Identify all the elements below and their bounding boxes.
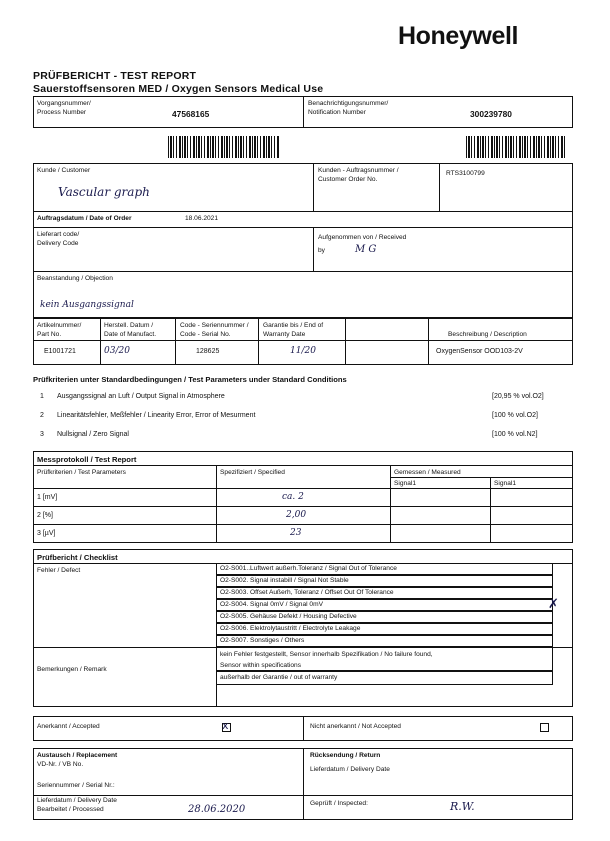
customer-order-value: RTS3100799 bbox=[446, 170, 485, 177]
received-label-en: by bbox=[318, 247, 325, 254]
row-2-param: 2 [%] bbox=[37, 512, 53, 519]
checklist-heading: Prüfbericht / Checklist bbox=[37, 553, 118, 562]
checklist-item-2[interactable]: O2-S003. Offset Außerh, Toleranz / Offset Out Of Tolerance bbox=[216, 587, 553, 599]
divider bbox=[33, 488, 573, 489]
vd-number-label: VD-Nr. / VB No. bbox=[37, 761, 84, 768]
criteria-3-value: [100 % vol.N2] bbox=[492, 431, 538, 438]
description-value: OxygenSensor OOD103-2V bbox=[436, 348, 523, 355]
remark-row-2: außerhalb der Garantie / out of warranty bbox=[216, 671, 553, 685]
remark-line-2: Sensor within specifications bbox=[220, 662, 301, 669]
manufacture-date-label-de: Herstell. Datum / bbox=[104, 322, 154, 329]
divider bbox=[439, 163, 440, 211]
part-no-value: E1001721 bbox=[44, 348, 76, 355]
divider bbox=[428, 318, 429, 365]
notification-number-label-de: Benachrichtigungsnummer/ bbox=[308, 100, 389, 107]
warranty-date-value: 11/20 bbox=[290, 346, 316, 356]
notification-number-label-en: Notification Number bbox=[308, 109, 366, 116]
divider bbox=[33, 506, 573, 507]
not-accepted-label: Nicht anerkannt / Not Accepted bbox=[310, 723, 401, 730]
customer-order-label-en: Customer Order No. bbox=[318, 176, 378, 183]
received-signature: M G bbox=[355, 244, 377, 255]
process-number-label-de: Vorgangsnummer/ bbox=[37, 100, 91, 107]
divider bbox=[313, 227, 314, 271]
checklist-item-6[interactable]: O2-S007. Sonstiges / Others bbox=[216, 635, 553, 647]
criteria-1-value: [20,95 % vol.O2] bbox=[492, 393, 544, 400]
divider bbox=[490, 477, 491, 543]
divider bbox=[33, 271, 573, 272]
row-2-spec: 2,00 bbox=[286, 510, 307, 520]
row-3-spec: 23 bbox=[290, 528, 302, 538]
honeywell-logo: Honeywell bbox=[398, 22, 519, 50]
criteria-heading: Prüfkriterien unter Standardbedingungen / Test Parameters under Standard Conditions bbox=[33, 375, 347, 384]
manufacture-date-value: 03/20 bbox=[104, 346, 130, 356]
row-1-param: 1 [mV] bbox=[37, 494, 58, 501]
checklist-item-4[interactable]: O2-S005. Gehäuse Defekt / Housing Defective bbox=[216, 611, 553, 623]
row-3-param: 3 [µV] bbox=[37, 530, 56, 537]
test-report-heading: Messprotokoll / Test Report bbox=[37, 455, 137, 464]
replacement-label: Austausch / Replacement bbox=[37, 752, 118, 759]
order-date-value: 18.06.2021 bbox=[185, 215, 219, 222]
divider bbox=[313, 163, 314, 211]
criteria-2-value: [100 % vol.O2] bbox=[492, 412, 538, 419]
checklist-item-0[interactable]: O2-S001..Luftwert außerh.Toleranz / Signal Out of Tolerance bbox=[216, 563, 553, 575]
col-parameters-label: Prüfkriterien / Test Parameters bbox=[37, 469, 126, 476]
barcode-process bbox=[168, 136, 280, 158]
order-date-label: Auftragsdatum / Date of Order bbox=[37, 215, 132, 222]
serial-no-label-en: Code - Serial No. bbox=[180, 331, 231, 338]
remark-label: Bemerkungen / Remark bbox=[37, 666, 107, 673]
processed-value: 28.06.2020 bbox=[188, 804, 246, 815]
divider bbox=[303, 748, 304, 820]
checklist-item-5[interactable]: O2-S006. Elektrolytaustritt / Electrolyte Leakage bbox=[216, 623, 553, 635]
page-subtitle: Sauerstoffsensoren MED / Oxygen Sensors Medical Use bbox=[33, 83, 324, 95]
checklist-item-3[interactable]: O2-S004. Signal 0mV / Signal 0mV bbox=[216, 599, 553, 611]
col-signal2-label: Signal1 bbox=[494, 480, 516, 487]
criteria-2-text: Linearitätsfehler, Meßfehler / Linearity Error, Error of Mesurment bbox=[57, 412, 256, 419]
delivery-code-label-en: Delivery Code bbox=[37, 240, 79, 247]
defect-label: Fehler / Defect bbox=[37, 567, 81, 574]
accepted-label: Anerkannt / Accepted bbox=[37, 723, 100, 730]
divider bbox=[345, 318, 346, 365]
divider bbox=[100, 318, 101, 365]
divider bbox=[175, 318, 176, 365]
remark-row-1 bbox=[216, 647, 553, 671]
col-signal1-label: Signal1 bbox=[394, 480, 416, 487]
warranty-label-de: Garantie bis / End of bbox=[263, 322, 324, 329]
return-label: Rücksendung / Return bbox=[310, 752, 381, 759]
manufacture-date-label-en: Date of Manufact. bbox=[104, 331, 157, 338]
col-measured-label: Gemessen / Measured bbox=[394, 469, 461, 476]
inspected-signature: R.W. bbox=[450, 800, 475, 813]
not-accepted-checkbox[interactable] bbox=[540, 723, 549, 732]
divider bbox=[33, 340, 573, 341]
divider bbox=[390, 465, 391, 543]
objection-value: kein Ausgangssignal bbox=[40, 300, 134, 310]
notification-number-value: 300239780 bbox=[470, 109, 512, 119]
divider bbox=[33, 795, 573, 796]
checklist-checked-mark: ✗ bbox=[548, 597, 559, 612]
description-label: Beschreibung / Description bbox=[448, 331, 527, 338]
objection-label: Beanstandung / Objection bbox=[37, 275, 113, 282]
divider bbox=[216, 465, 217, 543]
divider bbox=[258, 318, 259, 365]
barcode-notification bbox=[466, 136, 566, 158]
process-number-label-en: Process Number bbox=[37, 109, 87, 116]
remark-line-1: kein Fehler festgestellt, Sensor innerhalb Spezifikation / No failure found, bbox=[220, 651, 433, 658]
divider bbox=[33, 211, 573, 212]
part-no-label-en: Part No. bbox=[37, 331, 62, 338]
delivery-code-label-de: Lieferart code/ bbox=[37, 231, 80, 238]
criteria-2-number: 2 bbox=[40, 412, 44, 419]
col-specified-label: Spezifiziert / Specified bbox=[220, 469, 285, 476]
page-title: PRÜFBERICHT - TEST REPORT bbox=[33, 70, 197, 82]
process-number-value: 47568165 bbox=[172, 109, 210, 119]
warranty-label-en: Warranty Date bbox=[263, 331, 306, 338]
criteria-3-number: 3 bbox=[40, 431, 44, 438]
serial-no-value: 128625 bbox=[196, 348, 220, 355]
inspected-label: Geprüft / Inspected: bbox=[310, 800, 368, 807]
part-no-label-de: Artikelnummer/ bbox=[37, 322, 82, 329]
divider bbox=[33, 227, 573, 228]
row-1-spec: ca. 2 bbox=[282, 492, 304, 502]
divider bbox=[33, 465, 573, 466]
divider bbox=[303, 96, 304, 128]
delivery-date-label: Lieferdatum / Delivery Date bbox=[37, 797, 117, 804]
received-label-de: Aufgenommen von / Received bbox=[318, 234, 407, 241]
customer-order-label-de: Kunden - Auftragsnummer / bbox=[318, 167, 399, 174]
criteria-3-text: Nullsignal / Zero Signal bbox=[57, 431, 129, 438]
serial-number-label: Seriennummer / Serial Nr.: bbox=[37, 782, 115, 789]
criteria-1-number: 1 bbox=[40, 393, 44, 400]
divider bbox=[33, 524, 573, 525]
checklist-item-1[interactable]: O2-S002. Signal instabill / Signal Not Stable bbox=[216, 575, 553, 587]
processed-label: Bearbeitet / Processed bbox=[37, 806, 104, 813]
customer-label: Kunde / Customer bbox=[37, 167, 91, 174]
customer-value: Vascular graph bbox=[58, 185, 150, 199]
accepted-check-mark: x bbox=[222, 719, 229, 732]
serial-no-label-de: Code - Seriennummer / bbox=[180, 322, 249, 329]
criteria-1-text: Ausgangssignal an Luft / Output Signal in Atmosphere bbox=[57, 393, 225, 400]
return-delivery-date-label: Lieferdatum / Delivery Date bbox=[310, 766, 390, 773]
divider bbox=[303, 716, 304, 741]
